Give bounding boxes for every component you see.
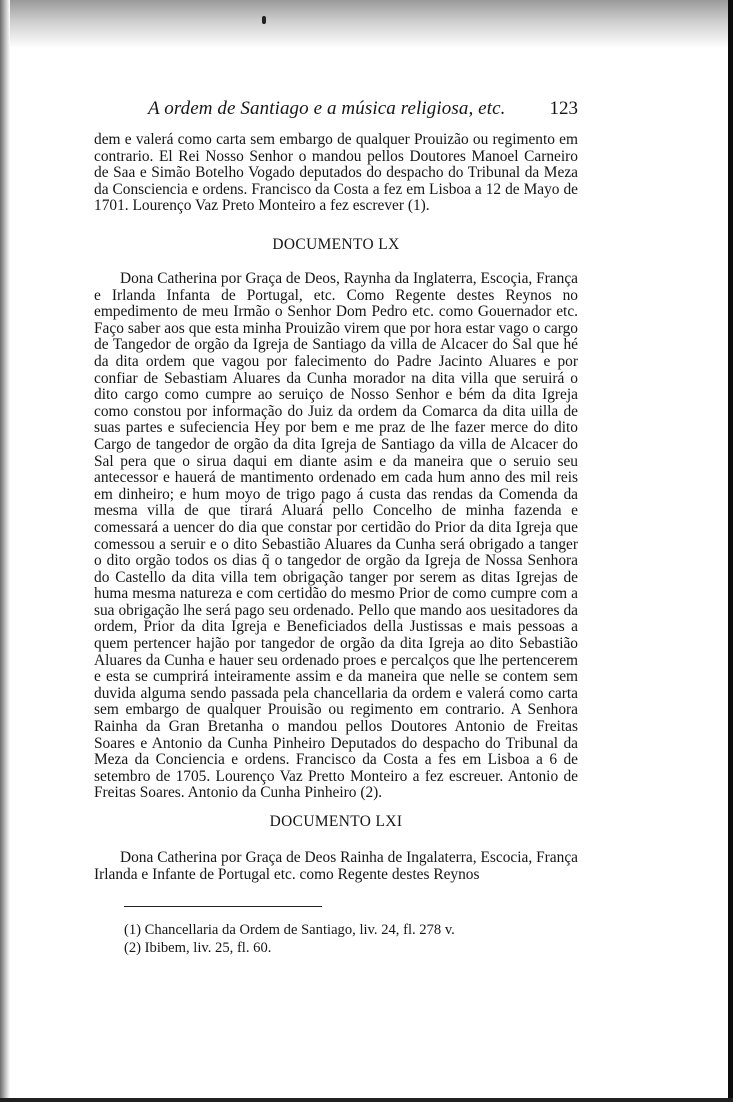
footnote-1: (1) Chancellaria da Ordem de Santiago, liv. 24, fl. 278 v. xyxy=(124,922,455,938)
footnote-2: (2) Ibibem, liv. 25, fl. 60. xyxy=(124,940,272,956)
footnotes xyxy=(124,921,578,957)
document-lx-body xyxy=(94,271,578,802)
document-lx-text: Dona Catherina por Graça de Deos, Raynha da Inglaterra, Escoçia, França e Irlanda Infanta de Portugal, etc. Como Regente destes Reynos no empedimento de meu Irmão o Senhor Dom Pedro etc. como Gouernador etc. Faço saber aos que esta minha Prouizão virem que por hora estar vago o cargo de Tangedor de orgão da Igreja de Santiago da villa de Alcacer do Sal que hé da dita ordem que vagou por falecimento do Padre Jacinto Aluares e por confiar de Sebastiam Aluares da Cunha morador na dita villa que seruirá o dito cargo como cumpre ao seruiço de Nosso Senhor e bém da dita Igreja como constou por informação do Juiz da ordem da Comarca da dita uilla de suas partes e sufeciencia Hey por bem e me praz de lhe fazer merce do dito Cargo de tangedor de orgão da dita Igreja de Santiago da villa de Alcacer do Sal pera que o sirua daqui em diante asim e da maneira que o seruio seu antecessor e hauerá de mantimento ordenado em cada hum anno des mil reis em dinheiro; e hum moyo de trigo pago á custa das rendas da Comenda da mesma villa de que tirará Aluará pello Concelho de minha fazenda e comessará a uencer do dia que constar por certidão do Prior da dita Igreja que comessou a seruir e o dito Sebastião Aluares da Cunha será obrigado a tanger o dito orgão todos os dias q̃ o tangedor de orgão da Igreja de Nossa Senhora do Castello da dita villa tem obrigação tanger por serem as ditas Igrejas de huma mesma natureza e com certidão do mesmo Prior de como cumpre com a sua obrigação lhe será pago seu ordenado. Pello que mando aos uesitadores da ordem, Prior da dita Igreja e Beneficiados della Justissas e mais pessoas a quem pertencer hajão por tangedor de orgão da dita Igreja ao dito Sebastião Aluares da Cunha e hauer seu ordenado proes e percalços que lhe pertencerem e esta se cumprirá inteiramente assim e da maneira que nelle se contem sem duvida alguma sendo passada pela chancellaria da ordem e valerá como carta sem embargo de qualquer Prouisão ou regimento em contrario. A Senhora Rainha da Gran Bretanha o mandou pellos Doutores Antonio de Freitas Soares e Antonio da Cunha Pinheiro Deputados do despacho do Tribunal da Meza da Conciencia e ordens. Francisco da Costa a fes em Lisboa a 6 de setembro de 1705. Lourenço Vaz Pretto Monteiro a fez escreuer. Antonio de Freitas Soares. Antonio da Cunha Pinheiro (2). xyxy=(94,270,578,802)
scan-speck xyxy=(262,16,266,24)
page-number: 123 xyxy=(549,98,578,119)
document-lxi-heading: DOCUMENTO LXI xyxy=(269,813,403,830)
scan-edge-right xyxy=(728,0,733,1102)
continued-text: dem e valerá como carta sem embargo de qualquer Prouizão ou regimento em contrario. El Rei Nosso Senhor o mandou pellos Doutores Manoel Carneiro de Saa e Simão Botelho Vogado deputados do despacho do Tribunal da Meza da Consciencia e ordens. Francisco da Costa a fez em Lisboa a 12 de Mayo de 1701. Lourenço Vaz Preto Monteiro a fez escrever (1). xyxy=(94,131,578,215)
scan-shadow-top xyxy=(0,0,733,48)
continued-paragraph xyxy=(94,132,578,215)
scan-edge-bottom xyxy=(0,1098,733,1102)
document-lx-heading: DOCUMENTO LX xyxy=(272,236,400,253)
running-head-title: A ordem de Santiago e a música religiosa, etc. xyxy=(148,98,506,119)
footnote-divider xyxy=(124,906,322,907)
document-lxi-body xyxy=(94,850,578,883)
scan-shadow-left xyxy=(0,0,10,1102)
running-head xyxy=(148,96,578,122)
document-lxi-text: Dona Catherina por Graça de Deos Rainha de Ingalaterra, Escocia, França Irlanda e Infante de Portugal etc. como Regente destes Reynos xyxy=(94,849,578,883)
